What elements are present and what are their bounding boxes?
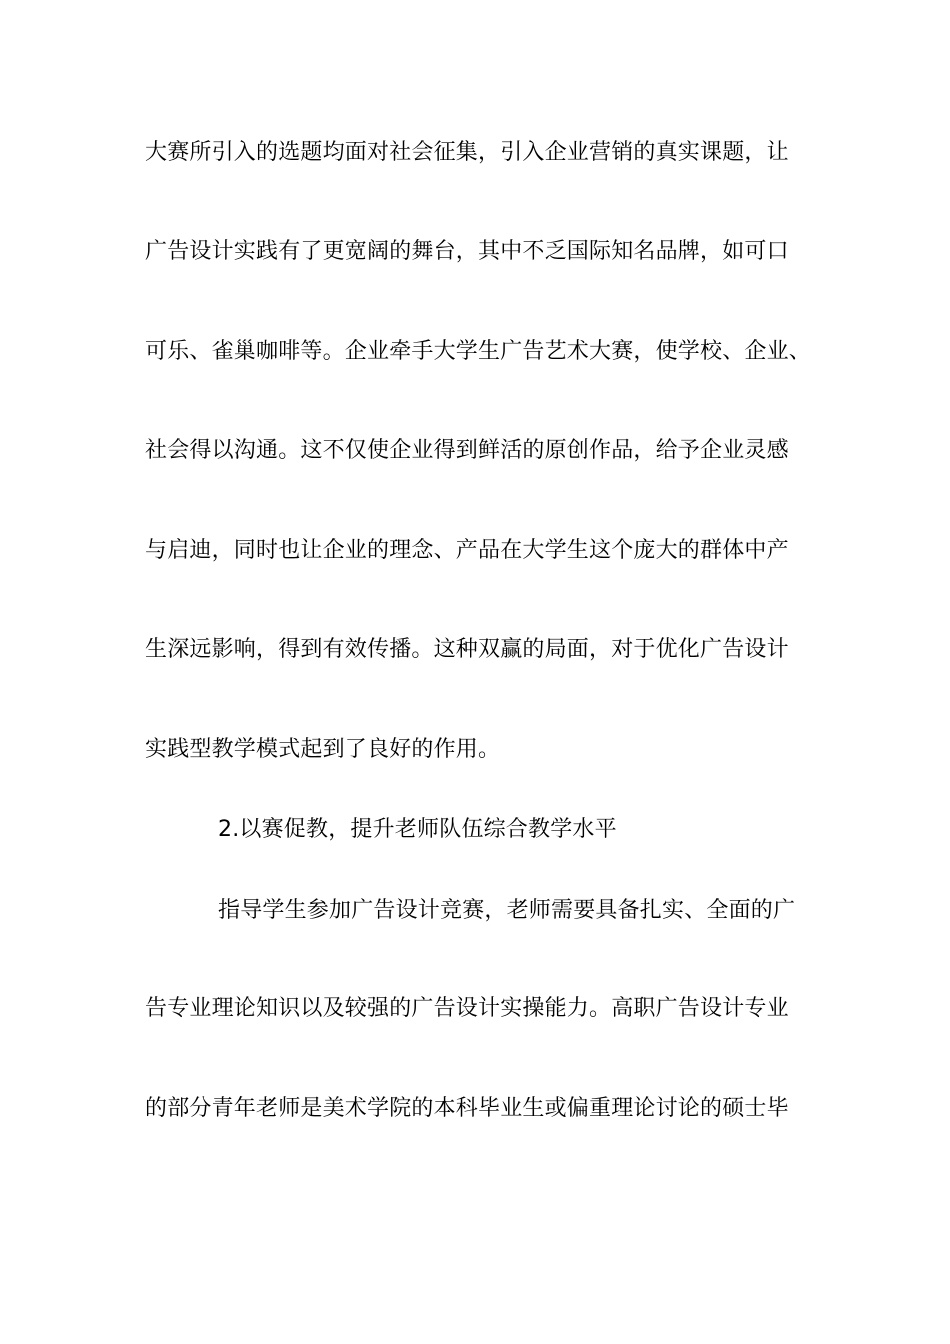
paragraph-line: 的部分青年老师是美术学院的本科毕业生或偏重理论讨论的硕士毕	[145, 1096, 789, 1121]
paragraph-line: 与启迪，同时也让企业的理念、产品在大学生这个庞大的群体中产	[145, 538, 789, 563]
paragraph-line: 指导学生参加广告设计竞赛，老师需要具备扎实、全面的广	[218, 898, 796, 923]
paragraph-line: 广告设计实践有了更宽阔的舞台，其中不乏国际知名品牌，如可口	[145, 239, 789, 264]
paragraph-line: 大赛所引入的选题均面对社会征集，引入企业营销的真实课题，让	[145, 140, 789, 165]
paragraph-line: 生深远影响，得到有效传播。这种双赢的局面，对于优化广告设计	[145, 637, 789, 662]
paragraph-line: 实践型教学模式起到了良好的作用。	[145, 737, 501, 762]
section-heading: 2.以赛促教，提升老师队伍综合教学水平	[218, 817, 617, 842]
paragraph-line: 可乐、雀巢咖啡等。企业牵手大学生广告艺术大赛，使学校、企业、	[145, 339, 812, 364]
paragraph-line: 社会得以沟通。这不仅使企业得到鲜活的原创作品，给予企业灵感	[145, 438, 789, 463]
paragraph-line: 告专业理论知识以及较强的广告设计实操能力。高职广告设计专业	[145, 996, 789, 1021]
